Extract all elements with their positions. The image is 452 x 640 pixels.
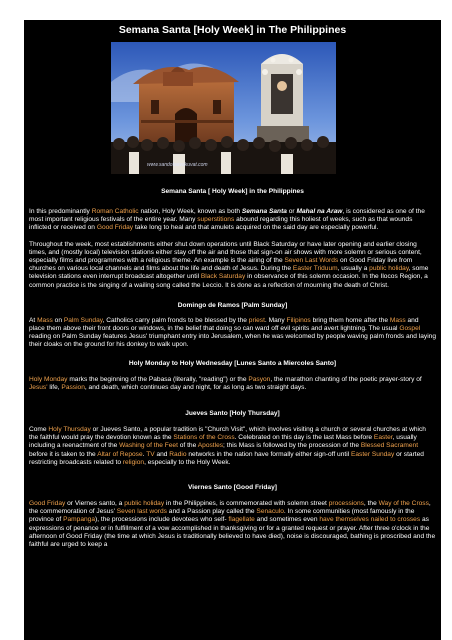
link-seven-last-words-2[interactable]: Seven last words xyxy=(116,508,167,516)
photo-caption: Semana Santa [ Holy Week] in the Philippines xyxy=(161,188,304,195)
link-washing-of-the-feet[interactable]: Washing of the Feet xyxy=(119,442,178,450)
link-public-holiday[interactable]: public holiday xyxy=(369,265,409,273)
link-seven-last-words[interactable]: Seven Last Words xyxy=(284,257,339,265)
heading-holy-monday: Holy Monday to Holy Wednesday [Lunes Santo a Miercoles Santo] xyxy=(128,359,337,367)
link-senaculo[interactable]: Senaculo xyxy=(256,508,284,516)
link-easter-triduum[interactable]: Easter Triduum xyxy=(292,265,338,273)
heading-good-friday: Viernes Santo [Good Friday] xyxy=(188,484,277,492)
link-good-friday-2[interactable]: Good Friday xyxy=(29,500,66,508)
link-blessed-sacrament[interactable]: Blessed Sacrament xyxy=(360,442,419,450)
link-altar-of-repose[interactable]: Altar of Repose xyxy=(97,450,143,458)
broadcast-paragraph: Throughout the week, most establishments either shut down operations until Black Saturday or have later opening and earlier closing times, and (mostly local) television stations either stay off the air and those that sign-on air shows with more solemn or serious content, especially films and programmes with a religious theme. An example is the airing of the Seven Last Words on Good Friday live from churches on various local channels and films about the life and death of Jesus. During the Easter Triduum, usually a public holiday, some television stations even interrupt broadcast altogether until Black Saturday in observance of this solemn occasion. In the Ilocos Region, a common practice is the singing of a wailing song called the Leccio. It is done as a reflection of mourning the death of Christ. xyxy=(29,240,429,289)
link-radio[interactable]: Radio xyxy=(169,450,187,458)
good-friday-paragraph: Good Friday or Viernes santo, a public holiday in the Philippines, is commemorated with solemn street processions, the Way of the Cross, the commemoration of Jesus' Seven last words and a Passion play called the Senaculo. In some communities (most famously in the province of Pampanga), the processions include devotees who self- flagellate and sometimes even have themselves nailed to crosses as expressions of penance or in fulfillment of a vow accomplished in thanksgiving or for a granted request or prayer. After three o'clock in the afternoon of Good Friday (the time at which Jesus is traditionally believed to have died), noise is discouraged, bathing is proscribed and the faithful are urged to keep a xyxy=(29,500,436,549)
link-holy-thursday[interactable]: Holy Thursday xyxy=(48,426,91,434)
link-filipinos[interactable]: Filipinos xyxy=(286,316,311,324)
heading-holy-thursday: Jueves Santo [Holy Thursday] xyxy=(185,410,280,418)
link-passion[interactable]: Passion xyxy=(61,383,85,391)
link-roman-catholic[interactable]: Roman Catholic xyxy=(91,208,139,215)
link-public-holiday-2[interactable]: public holiday xyxy=(124,500,165,508)
page-title: Semana Santa [Holy Week] in The Philippines xyxy=(118,24,347,36)
holy-monday-paragraph: Holy Monday marks the beginning of the Pabasa (literally, "reading") or the Pasyon, the marathon chanting of the poetic prayer-story of Jesus' life, Passion, and death, which continues day and night, for as long as two straight days. xyxy=(29,375,422,391)
link-pasyon[interactable]: Pasyon xyxy=(248,375,271,383)
link-tv[interactable]: TV xyxy=(146,450,155,458)
holy-thursday-paragraph: Come Holy Thursday or Jueves Santo, a popular tradition is "Church Visit", which involves visiting a church or several churches at which the faithful would pray the devotion known as the Stations of the Cross. Celebrated on this day is the last Mass before Easter, usually including a reenactment of the Washing of the Feet of the Apostles; this Mass is followed by the procession of the Blessed Sacrament before it is taken to the Altar of Repose. TV and Radio networks in the nation have formally either sign-off until Easter Sunday or started restricting broadcasts related to religion, especially to the Holy Week. xyxy=(29,426,426,466)
heading-palm-sunday: Domingo de Ramos [Palm Sunday] xyxy=(177,301,288,309)
link-good-friday[interactable]: Good Friday xyxy=(96,224,134,232)
link-palm-sunday[interactable]: Palm Sunday xyxy=(63,316,103,324)
church-procession-photo xyxy=(111,42,336,174)
link-easter[interactable]: Easter xyxy=(373,434,393,442)
link-priest[interactable]: priest xyxy=(248,316,265,324)
photo-watermark: www.sandotaavakuvat.com xyxy=(147,162,208,168)
link-way-of-the-cross[interactable]: Way of the Cross xyxy=(378,500,429,508)
document-page xyxy=(24,20,441,640)
palm-sunday-paragraph: At Mass on Palm Sunday, Catholics carry palm fronds to be blessed by the priest. Many Filipinos bring them home after the Mass and place them above their front doors or windows, in the belief that doing so can ward off evil spirits and avert lightning. The usual Gospel reading on Palm Sunday features Jesus' triumphant entry into Jerusalem, when he was welcomed by people waving palm fronds and laying their cloaks on the ground for his donkey to walk upon. xyxy=(29,316,436,349)
link-stations-of-the-cross[interactable]: Stations of the Cross xyxy=(173,434,235,442)
link-black-saturday[interactable]: Black Saturday xyxy=(200,273,246,281)
link-pampanga[interactable]: Pampanga xyxy=(63,516,95,524)
link-mass-2[interactable]: Mass xyxy=(389,316,406,324)
link-apostles[interactable]: Apostles xyxy=(197,442,224,450)
link-superstitions[interactable]: superstitions xyxy=(197,216,235,224)
link-easter-sunday[interactable]: Easter Sunday xyxy=(350,450,395,458)
link-processions[interactable]: processions xyxy=(328,500,364,508)
link-gospel[interactable]: Gospel xyxy=(399,325,421,333)
link-jesus[interactable]: Jesus' xyxy=(29,383,48,391)
link-religion[interactable]: religion xyxy=(122,458,145,466)
link-holy-monday[interactable]: Holy Monday xyxy=(29,375,68,383)
intro-paragraph: In this predominantly Roman Catholic nation, Holy Week, known as both Semana Santa or Mahal na Araw, is considered as one of the most important religious festivals of the entire year. Many superstitions abound regarding this holiest of weeks, such as that wounds inflicted or received on Good Friday take long to heal and that amulets acquired on the said day are especially powerful. xyxy=(29,208,425,232)
link-mass[interactable]: Mass xyxy=(37,316,53,324)
link-nailed-to-crosses[interactable]: have themselves nailed to crosses xyxy=(319,516,421,524)
link-flagellate[interactable]: flagellate xyxy=(228,516,255,524)
photo-illustration xyxy=(111,42,336,174)
